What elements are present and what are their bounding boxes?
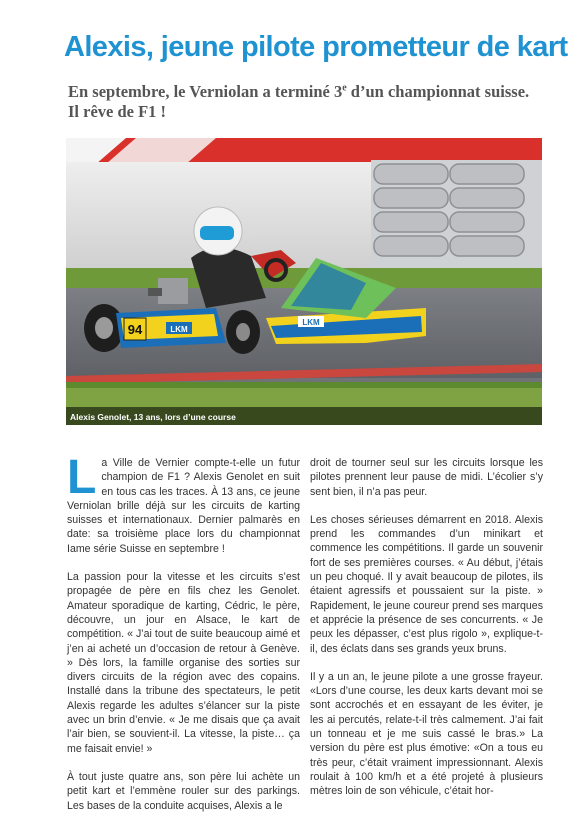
kart-number: 94	[127, 322, 143, 337]
paragraph: Il y a un an, le jeune pilote a une grosse frayeur. «Lors d’une course, les deux karts devant moi se sont accrochés et en essayant de les éviter, je les ai percutés, relate-t-il très calmement. J’ai fait un tonneau et je me suis cassé le bras.» La version du père est plus émotive: «On a tous eu très peur, c’était vraiment impressionnant. Alexis roulait à 100 km/h et a été projeté à plusieurs mètres loin de son véhicule, c’était hor-	[310, 670, 543, 798]
tyre-barrier	[371, 160, 542, 278]
article-column-left	[67, 451, 300, 827]
article-lead	[68, 82, 538, 122]
svg-text:LKM: LKM	[302, 318, 320, 327]
photo-caption: Alexis Genolet, 13 ans, lors d’une course	[70, 412, 236, 422]
lead-ordinal: e	[342, 82, 347, 94]
lead-text-end: d’un championnat suisse. Il rêve de F1 !	[68, 82, 530, 121]
paragraph: À tout juste quatre ans, son père lui achète un petit kart et l’emmène rouler sur des parkings. Les bases de la conduite acquises, Alexis a le	[67, 770, 300, 812]
article-photo	[66, 138, 542, 425]
article-title: Alexis, jeune pilote prometteur de kart	[64, 31, 568, 63]
drop-cap: L	[67, 451, 97, 504]
article-column-right	[310, 456, 543, 813]
paragraph: La passion pour la vitesse et les circuits s’est propagée de père en fils chez les Genolet. Amateur sporadique de karting, Cédric, le père, découvre, un jour en Alsace, le kart de compétition. « J’ai tout de suite beaucoup aimé et j’en ai acheté un d’occasion de retour à Genève. » Dès lors, la famille organise des sorties sur divers circuits de la région avec des copains. Installé dans la tribune des spectateurs, le petit Alexis regarde les adultes s’élancer sur la piste avec un brin d’envie. « Je me disais que ça avait l’air bien, se souvient-il. La vitesse, la piste… ça me faisait envie! »	[67, 571, 300, 755]
kart-sticker: LKM	[170, 325, 188, 334]
paragraph: Les choses sérieuses démarrent en 2018. Alexis prend les commandes d’un minikart et commence les compétitions. Il garde un souvenir fort de ses premières courses. « Au début, j’étais un peu choqué. Il y avait beaucoup de pilotes, ils étaient agressifs et poussaient sur la piste. » Rapidement, le jeune coureur prend ses marques et apprécie la présence de ses concurrents. « Je peux les dépasser, c’est plus rigolo », explique-t-il, des éclats dans ses grands yeux bruns.	[310, 513, 543, 655]
lead-text-start: En septembre, le Verniolan a terminé 3	[68, 82, 343, 101]
paragraph: droit de tourner seul sur les circuits lorsque les pilotes prennent leur pause de midi. L’écolier s’y sent bien, il n’a pas peur.	[310, 457, 543, 498]
paragraph	[67, 451, 300, 556]
paragraph-text: a Ville de Vernier compte-t-elle un futur champion de F1 ? Alexis Genolet en suit en tous cas les traces. À 13 ans, ce jeune Verniolan brille déjà sur les circuits de karting suisses et internationaux. Dernier palmarès en date: sa troisième place lors du championnat Iame série Suisse en septembre !	[67, 457, 300, 555]
karting-photo-illustration	[66, 138, 542, 425]
